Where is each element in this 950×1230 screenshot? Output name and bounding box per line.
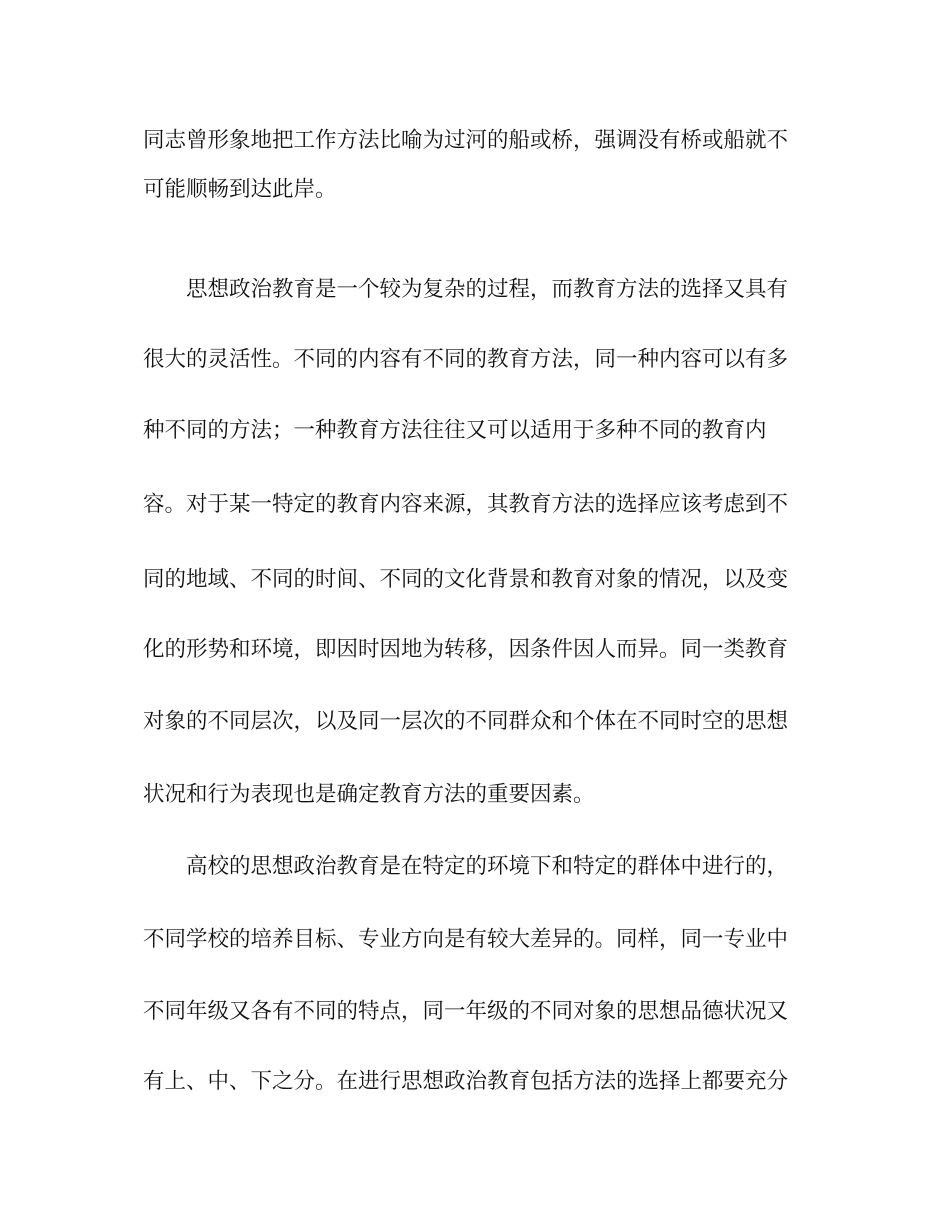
text-line: 化的形势和环境，即因时因地为转移，因条件因人而异。同一类教育: [143, 637, 789, 662]
text-line: 种不同的方法；一种教育方法往往又可以适用于多种不同的教育内: [143, 418, 767, 443]
text-line: 容。对于某一特定的教育内容来源，其教育方法的选择应该考虑到不: [143, 492, 789, 517]
text-line: 同的地域、不同的时间、不同的文化背景和教育对象的情况，以及变: [143, 567, 789, 592]
paragraph-first-line: 高校的思想政治教育是在特定的环境下和特定的群体中进行的，: [186, 854, 789, 879]
text-line: 状况和行为表现也是确定教育方法的重要因素。: [143, 782, 595, 807]
text-line: 很大的灵活性。不同的内容有不同的教育方法，同一种内容可以有多: [143, 347, 789, 372]
paragraph-first-line: 思想政治教育是一个较为复杂的过程，而教育方法的选择又具有: [186, 277, 789, 302]
text-line: 可能顺畅到达此岸。: [143, 177, 337, 202]
text-line: 同志曾形象地把工作方法比喻为过河的船或桥，强调没有桥或船就不: [143, 128, 789, 153]
text-line: 有上、中、下之分。在进行思想政治教育包括方法的选择上都要充分: [143, 1069, 789, 1094]
text-line: 不同年级又各有不同的特点，同一年级的不同对象的思想品德状况又: [143, 999, 789, 1024]
text-line: 对象的不同层次，以及同一层次的不同群众和个体在不同时空的思想: [143, 709, 789, 734]
text-line: 不同学校的培养目标、专业方向是有较大差异的。同样，同一专业中: [143, 927, 789, 952]
